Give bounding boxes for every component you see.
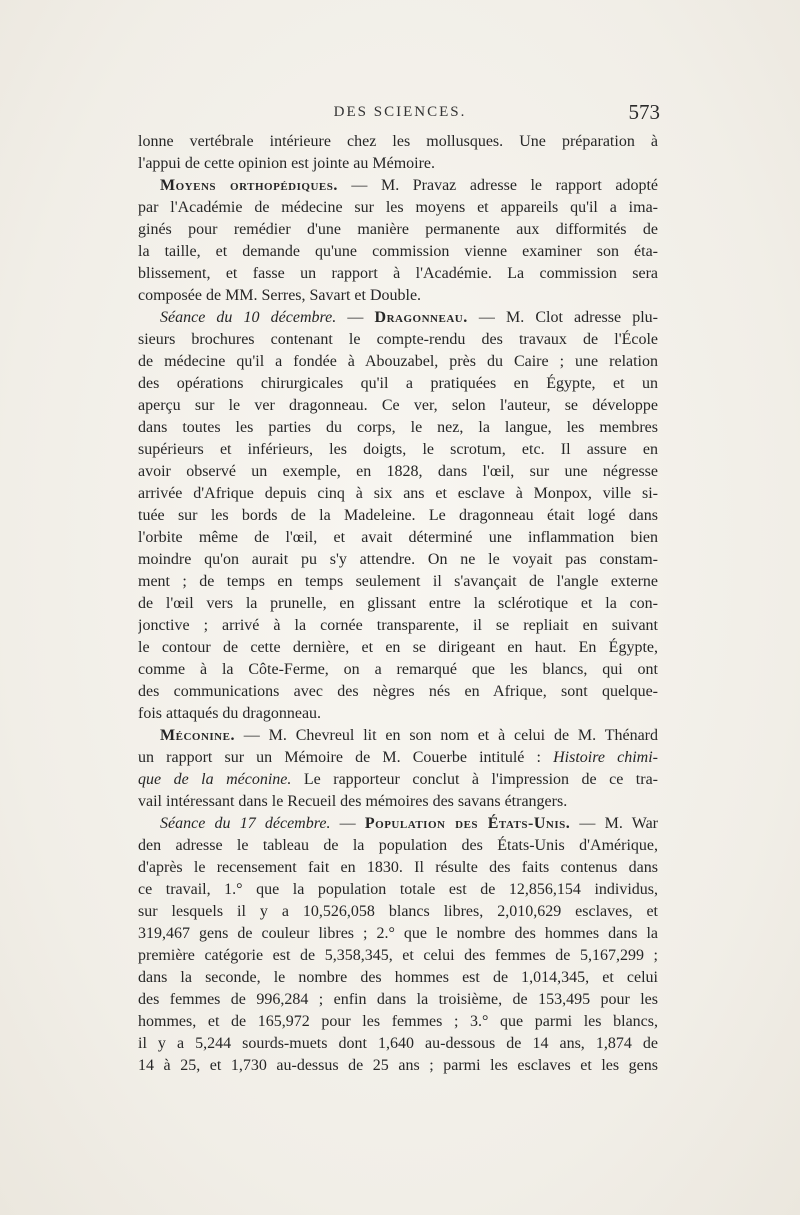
italic-text: que de la méconine. (138, 771, 292, 788)
text-run: dans la seconde, le nombre des hommes est de 1,014,345, et celui (138, 969, 658, 986)
text-line (138, 527, 658, 549)
text-line (138, 637, 658, 659)
text-run: hommes, et de 165,972 pour les femmes ; 3.° que parmi les blancs, (138, 1013, 658, 1030)
body-text (138, 131, 658, 1077)
italic-text: Séance du 17 décembre. (160, 815, 331, 832)
text-line (138, 791, 658, 813)
text-run: ginés pour remédier d'une manière permanente aux difformités de (138, 221, 658, 238)
text-line (138, 1033, 658, 1055)
section-heading: Population des États-Unis. (364, 815, 571, 832)
text-line (138, 967, 658, 989)
text-run: den adresse le tableau de la population des États-Unis d'Amérique, (138, 837, 658, 854)
text-line (138, 351, 658, 373)
text-run: comme à la Côte-Ferme, on a remarqué que les blancs, qui ont (138, 661, 658, 678)
text-run: vail intéressant dans le Recueil des mémoires des savans étrangers. (138, 793, 568, 810)
text-run: — M. War (570, 815, 658, 832)
text-run: aperçu sur le ver dragonneau. Ce ver, selon l'auteur, se développe (138, 397, 658, 414)
text-line (138, 681, 658, 703)
text-line (138, 879, 658, 901)
running-head (140, 100, 660, 130)
text-run: fois attaqués du dragonneau. (138, 705, 322, 722)
text-run: lonne vertébrale intérieure chez les mollusques. Une préparation à (138, 133, 658, 150)
text-line (138, 945, 658, 967)
text-run: d'après le recensement fait en 1830. Il résulte des faits contenus dans (138, 859, 658, 876)
text-run: 14 à 25, et 1,730 au-dessus de 25 ans ; parmi les esclaves et les gens (138, 1057, 658, 1074)
text-line (138, 241, 658, 263)
text-line (138, 835, 658, 857)
text-line (138, 571, 658, 593)
text-run: dans toutes les parties du corps, le nez, la langue, les membres (138, 419, 658, 436)
text-line (138, 329, 658, 351)
section-heading: Méconine. (160, 727, 235, 744)
text-run: le contour de cette dernière, et en se dirigeant en haut. En Égypte, (138, 639, 658, 656)
text-line (138, 461, 658, 483)
text-line (138, 747, 658, 769)
text-line (138, 549, 658, 571)
text-run: l'orbite même de l'œil, et avait déterminé une inflammation bien (138, 529, 658, 546)
text-run: première catégorie est de 5,358,345, et celui des femmes de 5,167,299 ; (138, 947, 658, 964)
italic-text: Séance du 10 décembre. (160, 309, 337, 326)
text-line (138, 307, 658, 329)
text-line (138, 175, 658, 197)
text-run: ment ; de temps en temps seulement il s'avançait de l'angle externe (138, 573, 658, 590)
text-line (138, 989, 658, 1011)
page-number: 573 (628, 100, 660, 124)
text-run: tuée sur les bords de la Madeleine. Le dragonneau était logé dans (138, 507, 658, 524)
text-line (138, 857, 658, 879)
text-line (138, 505, 658, 527)
text-run: il y a 5,244 sourds-muets dont 1,640 au-dessous de 14 ans, 1,874 de (138, 1035, 658, 1052)
text-line (138, 813, 658, 835)
text-run: des communications avec des nègres nés en Afrique, sont quelque- (138, 683, 658, 700)
text-run: des femmes de 996,284 ; enfin dans la troisième, de 153,495 pour les (138, 991, 658, 1008)
text-run: — (336, 309, 375, 326)
text-line (138, 901, 658, 923)
text-line (138, 659, 658, 681)
text-run: 319,467 gens de couleur libres ; 2.° que le nombre des hommes dans la (138, 925, 658, 942)
text-line (138, 417, 658, 439)
text-run: avoir observé un exemple, en 1828, dans l'œil, sur une négresse (138, 463, 658, 480)
section-heading: Dragonneau. (374, 309, 468, 326)
text-run: de l'œil vers la prunelle, en glissant entre la sclérotique et la con- (138, 595, 658, 612)
text-run: des opérations chirurgicales qu'il a pratiquées en Égypte, et un (138, 375, 658, 392)
text-run: — M. Pravaz adresse le rapport adopté (337, 177, 658, 194)
text-line (138, 1011, 658, 1033)
running-title: DES SCIENCES. (333, 104, 467, 120)
section-heading: Moyens orthopédiques. (160, 177, 338, 194)
italic-text: Histoire chimi- (553, 749, 658, 766)
text-run: la taille, et demande qu'une commission vienne examiner son éta- (138, 243, 658, 260)
text-line (138, 131, 658, 153)
text-line (138, 769, 658, 791)
text-line (138, 219, 658, 241)
text-run: de médecine qu'il a fondée à Abouzabel, près du Caire ; une relation (138, 353, 658, 370)
text-run: Le rapporteur conclut à l'impression de ce tra- (291, 771, 658, 788)
text-run: un rapport sur un Mémoire de M. Couerbe intitulé : (138, 749, 554, 766)
text-run: — M. Chevreul lit en son nom et à celui de M. Thénard (234, 727, 658, 744)
text-line (138, 923, 658, 945)
text-run: jonctive ; arrivé à la cornée transparente, il se repliait en suivant (138, 617, 658, 634)
text-line (138, 263, 658, 285)
text-line (138, 439, 658, 461)
text-line (138, 285, 658, 307)
text-line (138, 395, 658, 417)
text-line (138, 593, 658, 615)
text-run: — M. Clot adresse plu- (467, 309, 658, 326)
text-run: — (330, 815, 365, 832)
text-run: moindre qu'on aurait pu s'y attendre. On ne le voyait pas constam- (138, 551, 658, 568)
text-run: l'appui de cette opinion est jointe au Mémoire. (138, 155, 436, 172)
text-line (138, 615, 658, 637)
text-line (138, 197, 658, 219)
text-run: composée de MM. Serres, Savart et Double. (138, 287, 422, 304)
text-line (138, 373, 658, 395)
text-run: arrivée d'Afrique depuis cinq à six ans et esclave à Monpox, ville si- (138, 485, 658, 502)
text-run: blissement, et fasse un rapport à l'Académie. La commission sera (138, 265, 658, 282)
text-line (138, 703, 658, 725)
text-line (138, 725, 658, 747)
text-run: ce travail, 1.° que la population totale est de 12,856,154 individus, (138, 881, 658, 898)
text-line (138, 483, 658, 505)
text-line (138, 153, 658, 175)
text-run: sieurs brochures contenant le compte-rendu des travaux de l'École (138, 331, 658, 348)
text-run: supérieurs et inférieurs, les doigts, le scrotum, etc. Il assure en (138, 441, 658, 458)
text-line (138, 1055, 658, 1077)
text-run: par l'Académie de médecine sur les moyens et appareils qu'il a ima- (138, 199, 658, 216)
text-run: sur lesquels il y a 10,526,058 blancs libres, 2,010,629 esclaves, et (138, 903, 658, 920)
